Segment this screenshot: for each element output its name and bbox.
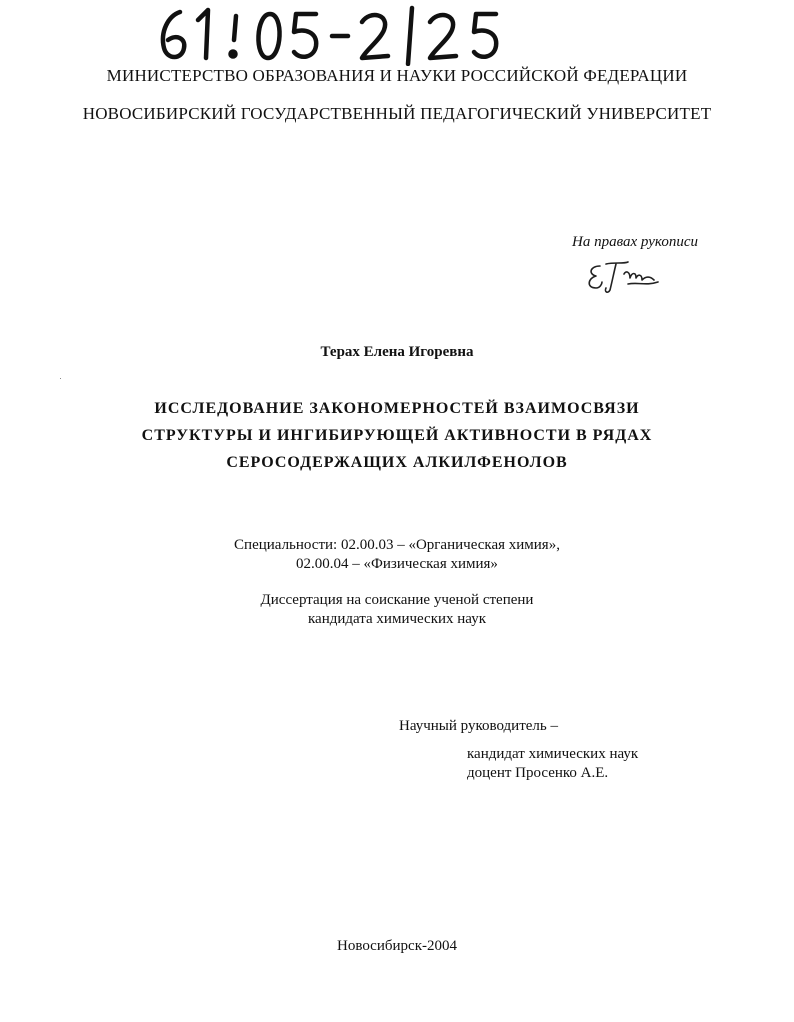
ministry-heading: МИНИСТЕРСТВО ОБРАЗОВАНИЯ И НАУКИ РОССИЙСКОЙ ФЕДЕРАЦИИ [106,66,688,85]
degree-block [0,591,794,629]
signature [584,258,662,296]
title-line: СЕРОСОДЕРЖАЩИХ АЛКИЛФЕНОЛОВ [226,454,568,471]
title-line: СТРУКТУРЫ И ИНГИБИРУЮЩЕЙ АКТИВНОСТИ В РЯДАХ [141,427,653,444]
manuscript-rights-note: На правах рукописи [572,234,698,250]
city-year: Новосибирск-2004 [337,938,457,954]
supervisor-name: доцент Просенко А.Е. [467,765,609,781]
author-name: Терах Елена Игоревна [320,344,474,360]
handwritten-archive-code [150,2,530,66]
degree-line: кандидата химических наук [307,611,486,627]
supervisor-label: Научный руководитель – [399,718,558,734]
degree-line: Диссертация на соискание ученой степени [260,592,534,608]
scan-speck [60,378,61,379]
supervisor-degree: кандидат химических наук [467,746,639,762]
specialty-line: 02.00.04 – «Физическая химия» [296,556,498,572]
specialty-block [0,536,794,574]
title-line: ИССЛЕДОВАНИЕ ЗАКОНОМЕРНОСТЕЙ ВЗАИМОСВЯЗИ [154,400,640,417]
supervisor-details [467,745,638,783]
university-heading: НОВОСИБИРСКИЙ ГОСУДАРСТВЕННЫЙ ПЕДАГОГИЧЕСКИЙ УНИВЕРСИТЕТ [82,104,712,123]
specialty-line: Специальности: 02.00.03 – «Органическая химия», [234,537,560,553]
dissertation-title [60,395,734,476]
